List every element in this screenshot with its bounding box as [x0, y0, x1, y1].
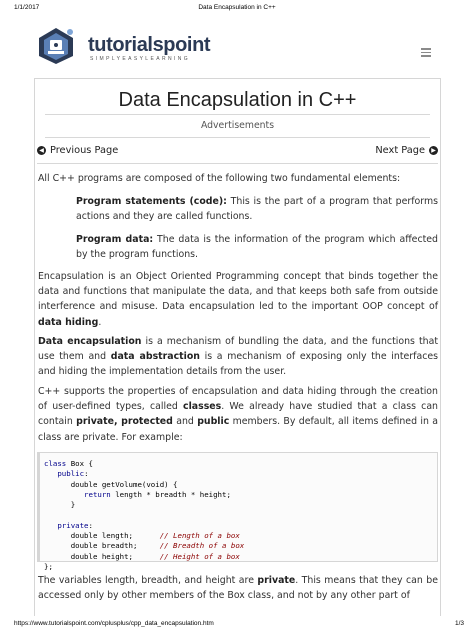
data-encapsulation-paragraph [38, 334, 438, 380]
item-text: The data is the information of the program which affected by the program functions. [76, 234, 438, 261]
arrow-right-circle-icon: ▶ [429, 146, 438, 155]
list-item [76, 232, 438, 262]
code-text: double breadth; [70, 541, 138, 551]
print-header [0, 0, 474, 14]
code-text: : [88, 520, 93, 530]
code-keyword: class [44, 459, 67, 468]
intro-text: All C++ programs are composed of the following two fundamental elements: [38, 173, 401, 184]
main-content [34, 78, 441, 616]
print-url: https://www.tutorialspoint.com/cplusplus/cpp_data_encapsulation.htm [14, 620, 214, 627]
logo-tagline: SIMPLYEASYLEARNING [90, 56, 191, 62]
intro-paragraph [38, 171, 438, 186]
code-text: }; [44, 561, 53, 571]
code-text: } [70, 500, 76, 510]
code-text: double getVolume(void) { [70, 479, 178, 489]
print-doc-title: Data Encapsulation in C++ [198, 4, 276, 11]
private-paragraph [38, 573, 438, 603]
logo-emblem-icon [36, 26, 76, 66]
logo[interactable] [32, 26, 211, 72]
paragraph-bold: classes [183, 401, 222, 413]
code-text: double height; [70, 551, 133, 561]
paragraph-text: C++ supports the properties of encapsulation and data hiding through the creation of user-defined types, called [38, 386, 438, 413]
code-text: Box { [66, 459, 93, 468]
paragraph-bold: Data encapsulation [38, 336, 142, 347]
code-comment: // Height of a box [159, 551, 240, 561]
paragraph-text: . [98, 316, 102, 328]
code-text: length * breadth * height; [110, 489, 231, 499]
site-header [0, 14, 474, 74]
divider [45, 137, 430, 138]
item-text: This is the part of a program that performs actions and they are called functions. [76, 196, 439, 223]
paragraph-text: Encapsulation is an Object Oriented Programming concept that binds together the data and functions that manipulate the data, and that keeps both safe from outside interference and misuse. Data encapsulation led to the important OOP concept of [38, 271, 438, 313]
print-page-number: 1/3 [454, 620, 464, 627]
code-keyword: return [84, 489, 111, 499]
paragraph-text: . We already have studied that a class can contain [38, 401, 439, 428]
code-keyword: private [57, 520, 89, 530]
code-keyword: public [57, 469, 85, 479]
item-label: Program data: [76, 234, 154, 245]
divider [45, 114, 430, 115]
page-title: Data Encapsulation in C++ [118, 89, 357, 111]
code-comment: // Length of a box [159, 531, 240, 541]
paragraph-text: The variables length, breadth, and height are [38, 575, 258, 586]
previous-page-label: Previous Page [50, 145, 119, 156]
code-comment: // Breadth of a box [159, 541, 245, 551]
next-page-link[interactable] [375, 145, 438, 156]
hamburger-menu-icon[interactable] [421, 48, 431, 57]
arrow-left-circle-icon: ◀ [37, 146, 46, 155]
print-date: 1/1/2017 [14, 4, 40, 11]
paragraph-bold: private, protected [76, 416, 173, 428]
paragraph-text: members. By default, all items defined in a class are private. For example: [38, 416, 438, 443]
next-page-label: Next Page [375, 145, 425, 156]
paragraph-text: is a mechanism of bundling the data, and the functions that use them and [38, 336, 438, 363]
classes-paragraph [38, 384, 438, 445]
item-label: Program statements (code): [76, 196, 227, 207]
advertisements-label: Advertisements [200, 120, 275, 131]
code-text: : [84, 469, 89, 479]
encapsulation-paragraph [38, 269, 438, 330]
paragraph-bold: public [197, 416, 230, 428]
previous-page-link[interactable] [37, 145, 118, 156]
paragraph-text: . This means that they can be accessed only by other members of the Box class, and not by any other part of [38, 575, 438, 602]
code-text: double length; [70, 531, 133, 541]
print-footer [0, 618, 474, 632]
paragraph-text: and [172, 416, 198, 428]
code-block[interactable] [37, 452, 438, 571]
paragraph-bold: private [257, 575, 296, 586]
logo-wordmark: tutorialspoint [88, 34, 211, 56]
paragraph-text: is a mechanism of exposing only the interfaces and hiding the implementation details from the user. [38, 351, 438, 378]
paragraph-bold: data abstraction [110, 351, 200, 363]
list-item [76, 194, 438, 224]
paragraph-bold: data hiding [38, 316, 99, 328]
divider [37, 163, 438, 164]
